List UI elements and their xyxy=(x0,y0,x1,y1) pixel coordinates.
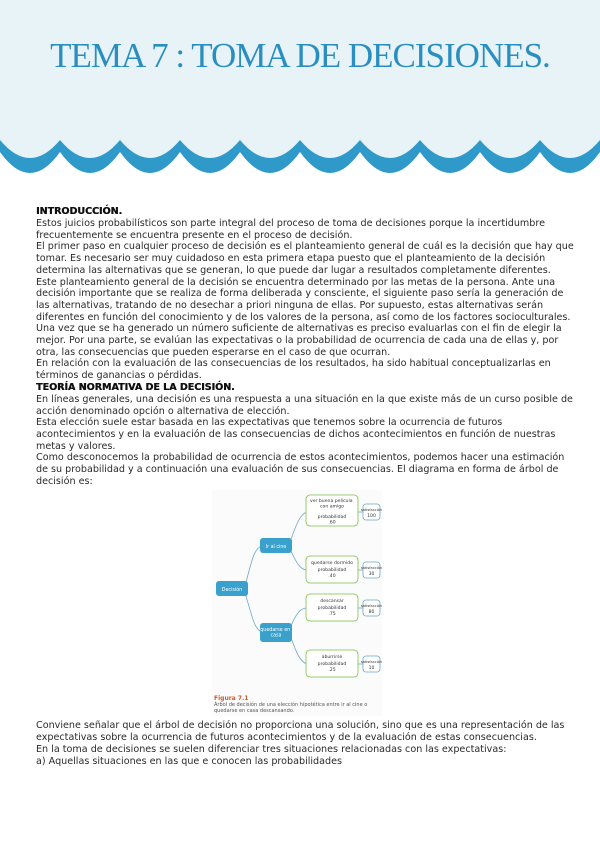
figure-caption-text: Árbol de decisión de una elección hipotética entre ir al cine o quedarse en casa descansando. xyxy=(214,702,368,715)
outcome-event: aburrirse xyxy=(321,655,343,661)
connector xyxy=(290,512,307,542)
outcome-probability: .75 xyxy=(328,612,336,618)
outcome-probability-label: probabilidad xyxy=(317,606,347,612)
figure-label: Figura 7.1 xyxy=(214,695,249,703)
satisfaction-value: 30 xyxy=(368,572,375,578)
outcome-event: ver buena película con amigo xyxy=(309,499,353,510)
connector xyxy=(290,549,307,570)
satisfaction-label: satisfacción xyxy=(360,604,382,609)
paragraph: El primer paso en cualquier proceso de decisión es el planteamiento general de cuál es la decisión que hay que tomar. Es necesario ser muy cuidadoso en esta primera etapa puesto que el planteamiento de la decisión determina las alternativas que se generan, lo que puede dar lugar a resultados completamente diferentes. xyxy=(36,241,574,276)
connector xyxy=(245,593,262,632)
document-body xyxy=(36,206,574,767)
paragraph: Estos juicios probabilísticos son parte integral del proceso de toma de decisiones porque la incertidumbre frecuentemente se encuentra presente en el proceso de decisión. xyxy=(36,218,546,241)
decision-tree-figure xyxy=(212,490,382,716)
satisfaction-label: satisfacción xyxy=(360,566,382,571)
satisfaction-value: 80 xyxy=(368,610,375,616)
outcome-probability: .40 xyxy=(328,574,336,580)
paragraph: Conviene señalar que el árbol de decisión no proporciona una solución, sino que es una representación de las expectativas sobre la ocurrencia de futuros acontecimientos y de la evaluación de estas consecuencias. xyxy=(36,720,565,744)
satisfaction-value: 100 xyxy=(367,514,376,520)
header-banner xyxy=(0,0,600,190)
paragraph: Este planteamiento general de la decisión se encuentra determinado por las metas de la persona. Ante una decisión importante que se realiza de forma deliberada y consciente, el siguiente paso sería la generación de las alternativas, tratando de no desechar a priori ninguna de ellas. Por supuesto, estas alternativas serán diferentes en función del conocimiento y de los valores de la persona, así como de los factores socioculturales. xyxy=(36,276,571,323)
section-heading-introduccion: INTRODUCCIÓN. xyxy=(36,206,123,217)
paragraph: Como desconocemos la probabilidad de ocurrencia de estos acontecimientos, podemos hacer una estimación de su probabilidad y a continuación una evaluación de sus consecuencias. El diagrama en forma de árbol de decisión es: xyxy=(36,452,565,487)
paragraph: En relación con la evaluación de las consecuencias de los resultados, ha sido habitual conceptualizarlas en términos de ganancias o pérdidas. xyxy=(36,358,551,382)
connector xyxy=(245,546,262,586)
outcome-event: descansar xyxy=(320,599,344,605)
decision-tree-diagram xyxy=(212,490,382,696)
paragraph: En líneas generales, una decisión es una respuesta a una situación en la que existe más de un curso posible de acción denominado opción o alternativa de elección. xyxy=(36,393,573,417)
paragraph: Una vez que se ha generado un número suficiente de alternativas es preciso evaluarlas con el fin de elegir la mejor. Por una parte, se evalúan las expectativas o la probabilidad de ocurrencia de cada una de ellas y, por otra, las consecuencias que pueden esperarse en el caso de que ocurran. xyxy=(36,323,562,358)
connector xyxy=(290,608,307,628)
connector xyxy=(290,635,307,664)
branch-label: quedarse en casa xyxy=(260,628,291,639)
outcome-probability-label: probabilidad xyxy=(317,662,347,668)
paragraph: Esta elección suele estar basada en las expectativas que tenemos sobre la ocurrencia de futuros acontecimientos y en la evaluación de las consecuencias de dichos acontecimientos en función de nuestras metas y valores. xyxy=(36,417,556,452)
outcome-probability-label: probabilidad xyxy=(317,568,347,574)
section-heading-teoria-normativa: TEORÍA NORMATIVA DE LA DECISIÓN. xyxy=(36,381,235,393)
satisfaction-value: 10 xyxy=(368,666,375,672)
figure-caption xyxy=(214,696,382,714)
outcome-probability: .60 xyxy=(328,520,336,526)
page-title: TEMA 7 : TOMA DE DECISIONES. xyxy=(50,36,550,75)
outcome-probability-label: probabilidad xyxy=(317,515,347,521)
outcome-probability: .25 xyxy=(328,668,336,674)
paragraph: En la toma de decisiones se suelen diferenciar tres situaciones relacionadas con las expectativas: xyxy=(36,743,507,755)
decision-node-label: Decisión xyxy=(221,588,243,594)
outcome-event: quedarse dormido xyxy=(311,561,353,567)
wave-border-decoration xyxy=(0,0,600,190)
satisfaction-label: satisfacción xyxy=(360,660,382,665)
branch-label: Ir al cine xyxy=(265,545,287,551)
list-item: a) Aquellas situaciones en las que e conocen las probabilidades xyxy=(36,755,343,767)
satisfaction-label: satisfacción xyxy=(360,508,382,513)
